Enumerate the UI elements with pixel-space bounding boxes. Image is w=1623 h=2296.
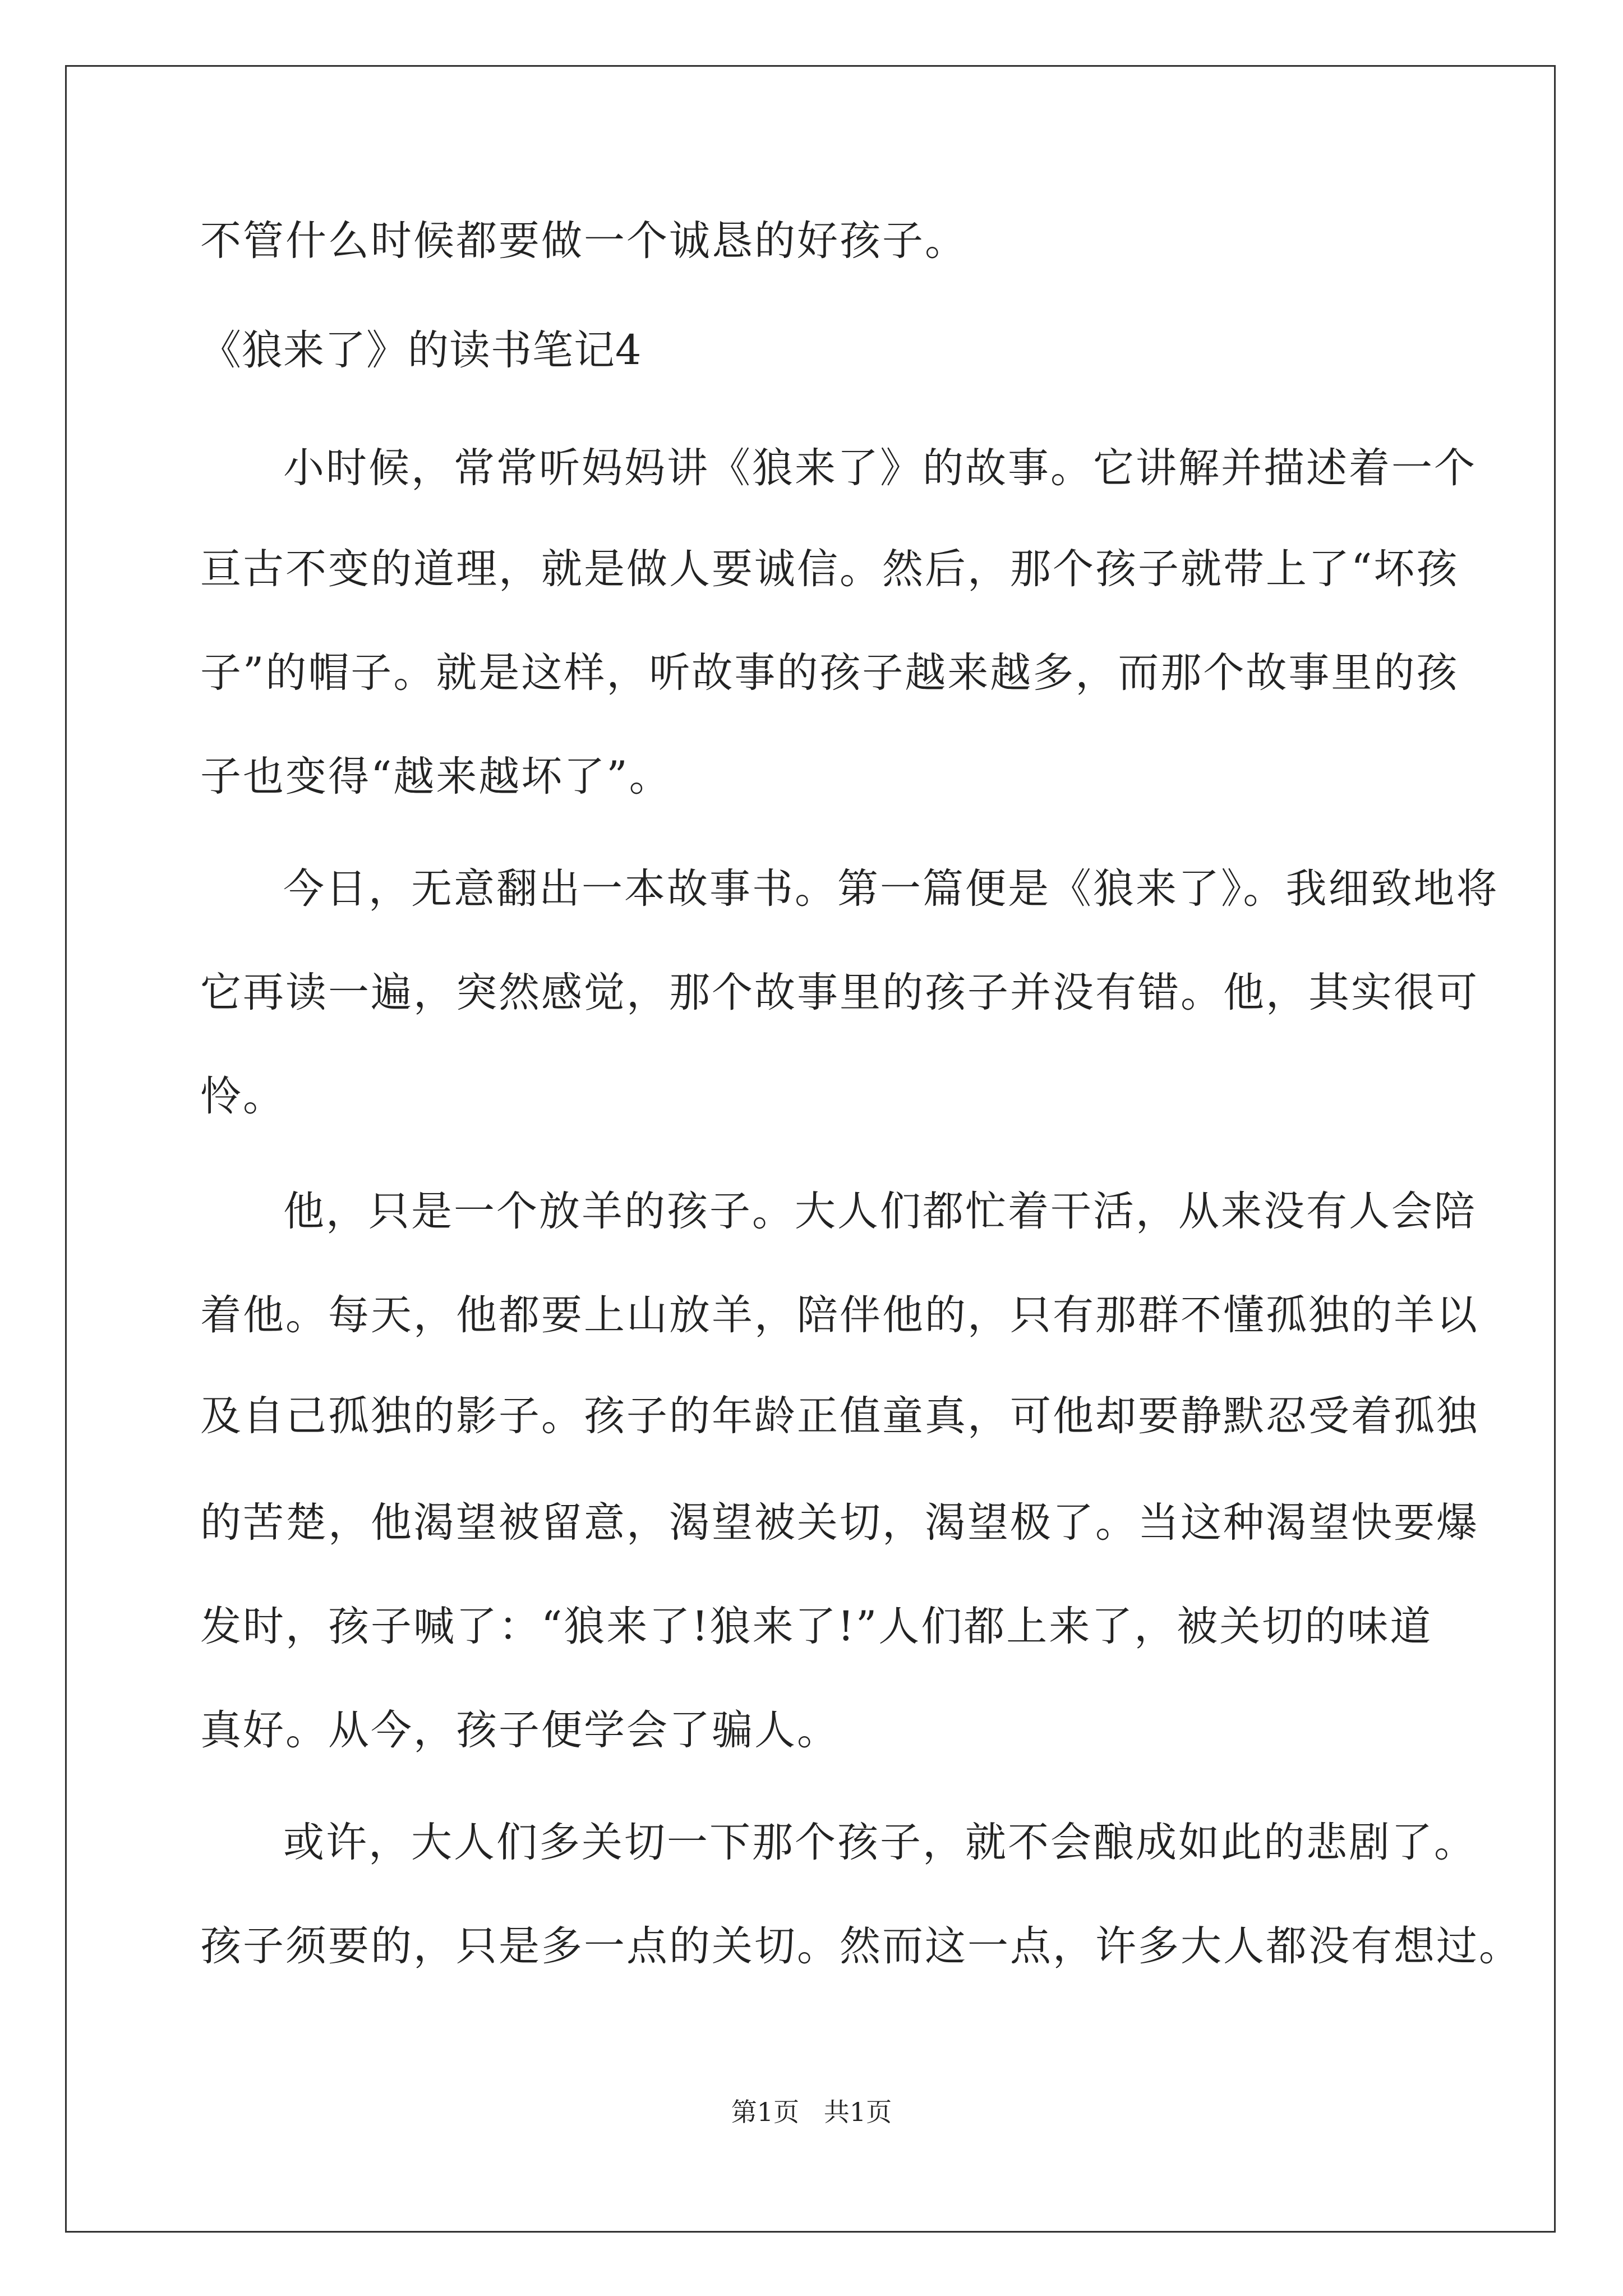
page-border: [65, 65, 1556, 2233]
text-line: 亘古不变的道理，就是做人要诚信。然后，那个孩子就带上了“坏孩: [200, 545, 1459, 593]
text-line: 今日，无意翻出一本故事书。第一篇便是《狼来了》。我细致地将: [283, 865, 1499, 913]
text-line: 不管什么时候都要做一个诚恳的好孩子。: [200, 217, 967, 265]
text-line: 小时候，常常听妈妈讲《狼来了》的故事。它讲解并描述着一个: [283, 444, 1477, 492]
text-line: 怜。: [200, 1073, 285, 1120]
section-heading: 《狼来了》的读书笔记4: [200, 326, 642, 374]
text-line: 子也变得“越来越坏了”。: [200, 753, 672, 800]
text-line: 真好。从今，孩子便学会了骗人。: [200, 1706, 840, 1754]
text-line: 或许，大人们多关切一下那个孩子，就不会酿成如此的悲剧了。: [283, 1819, 1477, 1866]
text-line: 子”的帽子。就是这样，听故事的孩子越来越多，而那个故事里的孩: [200, 649, 1459, 697]
text-line: 的苦楚，他渴望被留意，渴望被关切，渴望极了。当这种渴望快要爆: [200, 1499, 1479, 1547]
text-line: 他，只是一个放羊的孩子。大人们都忙着干活，从来没有人会陪: [283, 1188, 1477, 1235]
text-line: 及自己孤独的影子。孩子的年龄正值童真，可他却要静默忍受着孤独: [200, 1392, 1479, 1440]
text-line: 发时，孩子喊了：“狼来了!狼来了!”人们都上来了，被关切的味道: [200, 1603, 1433, 1650]
text-line: 它再读一遍，突然感觉，那个故事里的孩子并没有错。他，其实很可: [200, 969, 1479, 1016]
page-footer: 第1页 共1页: [731, 2097, 892, 2127]
text-line: 着他。每天，他都要上山放羊，陪伴他的，只有那群不懂孤独的羊以: [200, 1291, 1479, 1339]
text-line: 孩子须要的，只是多一点的关切。然而这一点，许多大人都没有想过。: [200, 1922, 1521, 1970]
